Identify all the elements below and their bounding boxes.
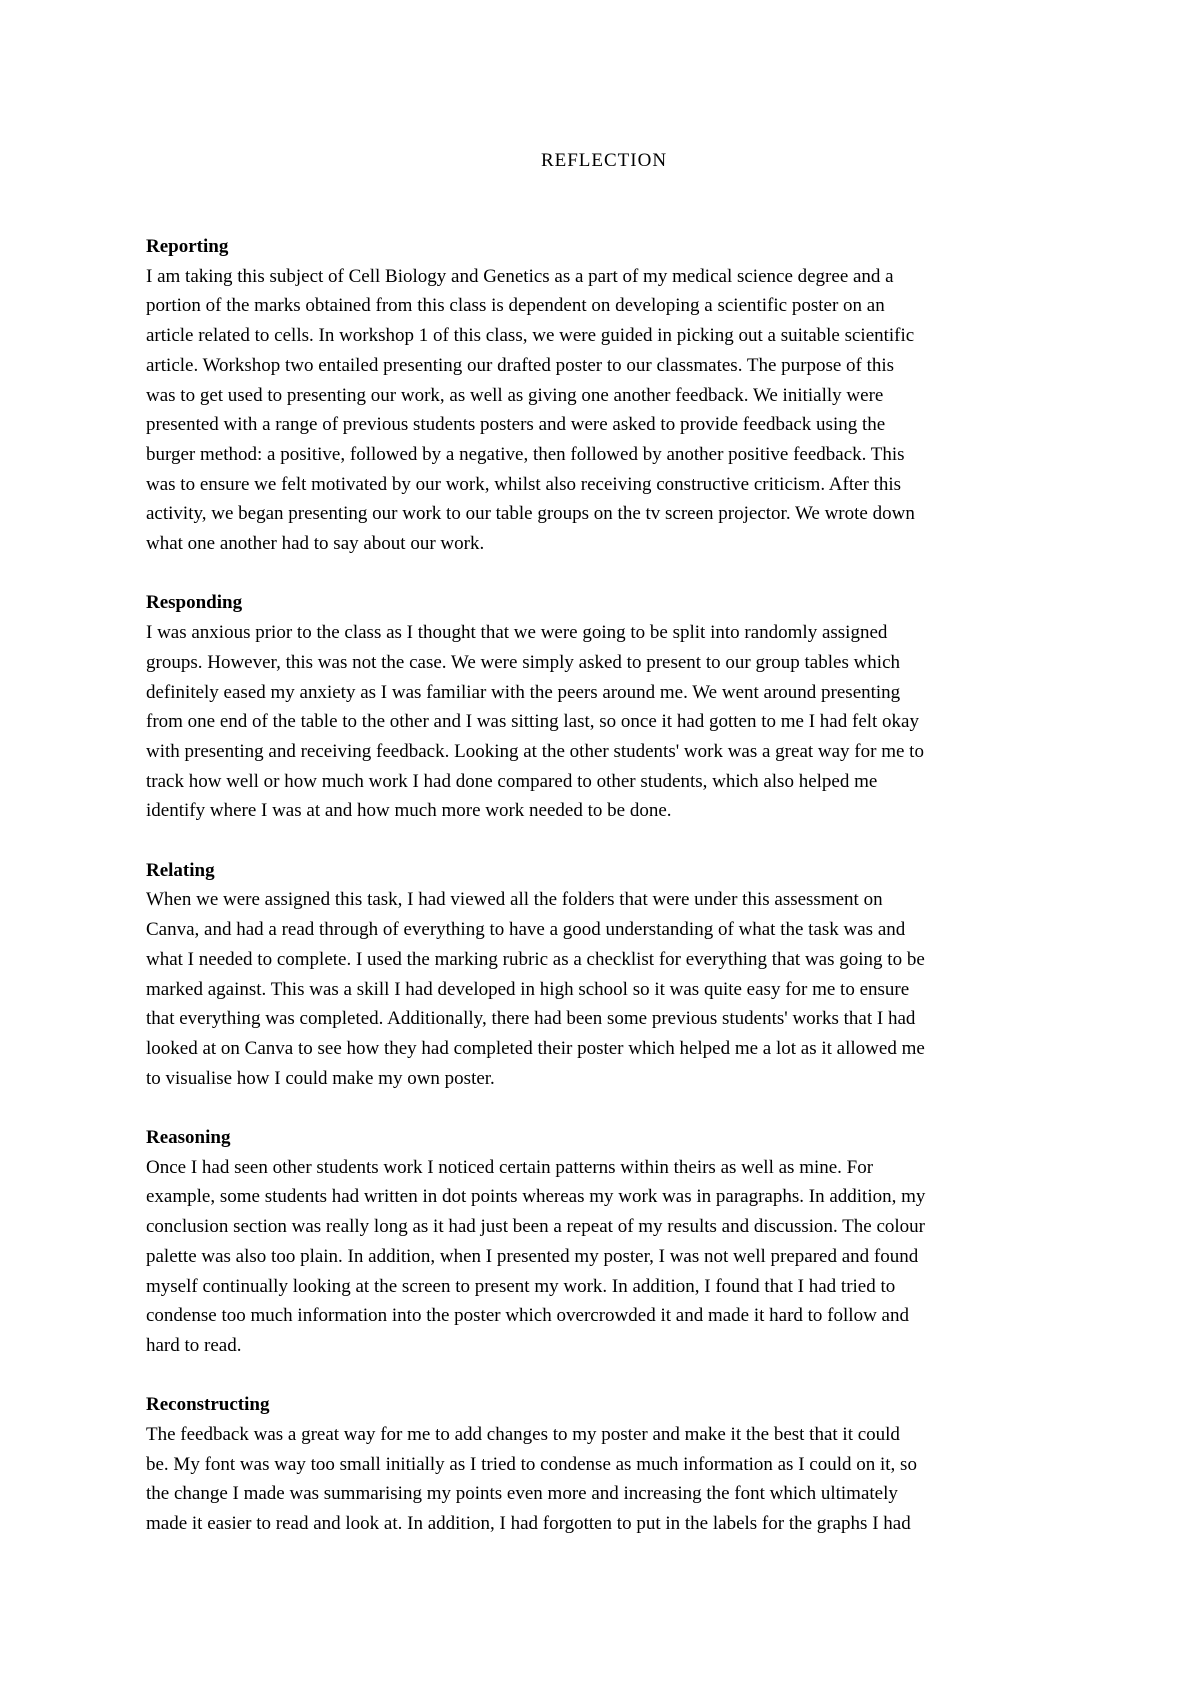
paragraph-line: I am taking this subject of Cell Biology and Genetics as a part of my medical science degree and a <box>146 265 894 287</box>
paragraph-line: looked at on Canva to see how they had completed their poster which helped me a lot as it allowed me <box>146 1037 925 1059</box>
paragraph-line: presented with a range of previous students posters and were asked to provide feedback using the <box>146 414 886 436</box>
paragraph-line: article. Workshop two entailed presenting our drafted poster to our classmates. The purpose of this <box>146 354 895 376</box>
section-reasoning <box>146 1123 1066 1361</box>
paragraph-line: identify where I was at and how much more work needed to be done. <box>146 800 672 822</box>
paragraph-line: example, some students had written in dot points whereas my work was in paragraphs. In addition, my <box>146 1186 926 1208</box>
paragraph-line: what I needed to complete. I used the marking rubric as a checklist for everything that was going to be <box>146 948 925 970</box>
paragraph-line: Canva, and had a read through of everything to have a good understanding of what the task was and <box>146 919 906 941</box>
document-title: REFLECTION <box>540 150 668 171</box>
paragraph-line: the change I made was summarising my points even more and increasing the font which ultimately <box>146 1483 898 1505</box>
paragraph-line: with presenting and receiving feedback. Looking at the other students' work was a great way for me to <box>146 740 924 762</box>
paragraph-line: track how well or how much work I had done compared to other students, which also helped me <box>146 770 878 792</box>
paragraph-line: I was anxious prior to the class as I thought that we were going to be split into randomly assigned <box>146 622 888 644</box>
section-heading: Reporting <box>146 236 229 257</box>
paragraph-line: from one end of the table to the other and I was sitting last, so once it had gotten to me I had felt okay <box>146 711 919 733</box>
paragraph-line: conclusion section was really long as it had just been a repeat of my results and discussion. The colour <box>146 1216 925 1238</box>
paragraph-line: hard to read. <box>146 1334 242 1356</box>
section-heading: Responding <box>146 592 243 614</box>
section-heading: Relating <box>146 859 215 881</box>
section-relating <box>146 856 1066 1094</box>
paragraph-line: palette was also too plain. In addition, when I presented my poster, I was not well prepared and found <box>146 1245 919 1267</box>
section-reporting <box>146 232 1066 559</box>
paragraph-line: article related to cells. In workshop 1 of this class, we were guided in picking out a suitable scientific <box>146 325 915 347</box>
section-reconstructing <box>146 1390 1066 1539</box>
section-responding <box>146 588 1066 826</box>
paragraph-line: burger method: a positive, followed by a negative, then followed by another positive feedback. This <box>146 443 905 465</box>
paragraph-line: activity, we began presenting our work to our table groups on the tv screen projector. We wrote down <box>146 503 915 525</box>
paragraph-line: what one another had to say about our work. <box>146 533 485 555</box>
paragraph-line: marked against. This was a skill I had developed in high school so it was quite easy for me to ensure <box>146 978 910 1000</box>
paragraph-line: condense too much information into the poster which overcrowded it and made it hard to follow and <box>146 1305 909 1327</box>
paragraph-line: was to ensure we felt motivated by our work, whilst also receiving constructive criticism. After this <box>146 473 902 495</box>
paragraph-line: to visualise how I could make my own poster. <box>146 1067 495 1089</box>
section-heading: Reconstructing <box>146 1394 270 1416</box>
paragraph-line: definitely eased my anxiety as I was familiar with the peers around me. We went around presenting <box>146 681 901 703</box>
paragraph-line: groups. However, this was not the case. We were simply asked to present to our group tables which <box>146 651 901 673</box>
document-body <box>146 232 1066 1569</box>
paragraph-line: was to get used to presenting our work, as well as giving one another feedback. We initially were <box>146 384 884 406</box>
section-heading: Reasoning <box>146 1127 231 1149</box>
paragraph-line: The feedback was a great way for me to add changes to my poster and make it the best that it could <box>146 1424 900 1446</box>
paragraph-line: myself continually looking at the screen to present my work. In addition, I found that I had tried to <box>146 1275 896 1297</box>
paragraph-line: be. My font was way too small initially as I tried to condense as much information as I could on it, so <box>146 1453 917 1475</box>
paragraph-line: made it easier to read and look at. In addition, I had forgotten to put in the labels for the graphs I had <box>146 1513 911 1535</box>
paragraph-line: Once I had seen other students work I noticed certain patterns within theirs as well as mine. For <box>146 1156 874 1178</box>
paragraph-line: portion of the marks obtained from this class is dependent on developing a scientific poster on an <box>146 295 885 317</box>
paragraph-line: that everything was completed. Additionally, there had been some previous students' works that I had <box>146 1008 916 1030</box>
paragraph-line: When we were assigned this task, I had viewed all the folders that were under this assessment on <box>146 889 883 911</box>
